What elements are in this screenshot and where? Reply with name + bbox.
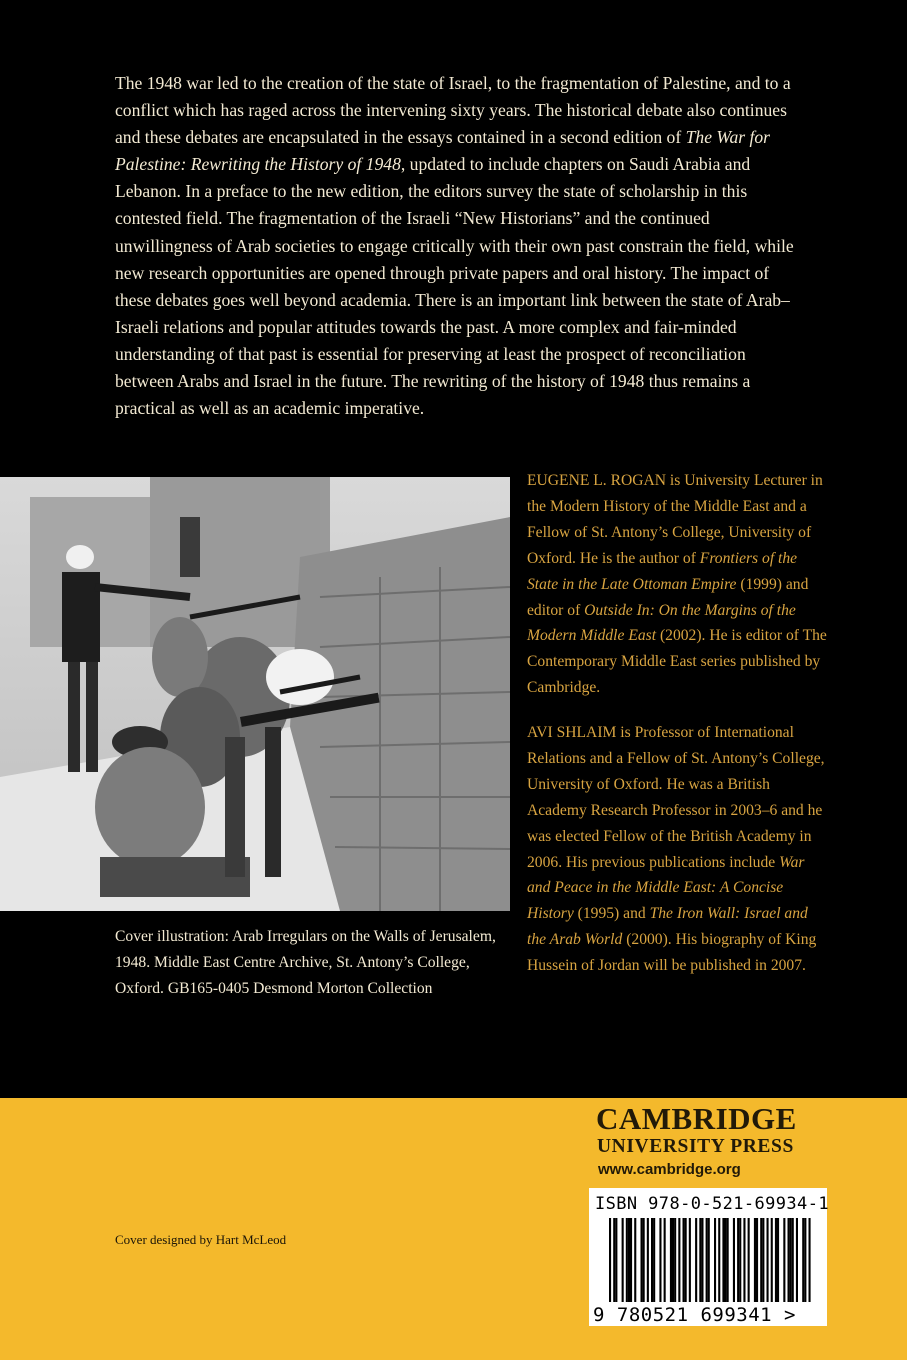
barcode-bar <box>783 1218 785 1302</box>
barcode-bar <box>664 1218 666 1302</box>
rogan-book-title-1: Frontiers of the State in the Late Ottoman Empire <box>527 549 798 593</box>
barcode-bar <box>733 1218 735 1302</box>
photo-illustration <box>0 477 510 911</box>
cover-photograph <box>0 477 510 911</box>
barcode-bar <box>756 1218 758 1302</box>
shlaim-book-title-1: War and Peace in the Middle East: A Concise History <box>527 853 805 923</box>
barcode-bar <box>714 1218 716 1302</box>
isbn-barcode <box>589 1188 827 1326</box>
publisher-website: www.cambridge.org <box>598 1161 741 1178</box>
barcode-bar <box>767 1218 769 1302</box>
barcode-bar <box>672 1218 674 1302</box>
barcode-bar <box>754 1218 756 1302</box>
author-bio-rogan <box>527 468 827 701</box>
barcode-bar <box>651 1218 653 1302</box>
rogan-book-title-2: Outside In: On the Margins of the Modern Middle East <box>527 601 796 645</box>
blurb-text-2: , updated to include chapters on Saudi Arabia and Lebanon. In a preface to the new edition, the editors survey the state of scholarship in this contested field. The fragmentation of the Israeli “New Historians” and the continued unwillingness of Arab societies to engage critically with their own past constrain the field, while new research opportunities are opened through private papers and oral history. The impact of these debates goes well beyond academia. There is an important link between the state of Arab–Israeli relations and popular attitudes towards the past. A more complex and fair-minded understanding of that past is essential for preserving at least the prospect of reconciliation between Arabs and Israel in the future. The rewriting of the history of 1948 thus remains a practical as well as an academic imperative. <box>115 154 794 419</box>
barcode-bar <box>790 1218 792 1302</box>
barcode-bar <box>622 1218 624 1302</box>
barcode-bar <box>771 1218 773 1302</box>
barcode-bar <box>647 1218 649 1302</box>
blurb-text-1: The 1948 war led to the creation of the state of Israel, to the fragmentation of Palestine, and to a conflict which has raged across the intervening sixty years. The historical debate also continues and these debates are encapsulated in the essays contained in a second edition of <box>115 73 791 148</box>
barcode-bar <box>708 1218 710 1302</box>
publisher-name: CAMBRIDGE <box>596 1101 797 1136</box>
barcode-bar <box>737 1218 739 1302</box>
barcode-bar <box>689 1218 691 1302</box>
barcode-bar <box>762 1218 764 1302</box>
rogan-bio-text-2: (1999) and editor of <box>527 575 809 619</box>
shlaim-bio-text-3: (2000). His biography of King Hussein of Jordan will be published in 2007. <box>527 931 817 975</box>
photo-caption: Cover illustration: Arab Irregulars on the Walls of Jerusalem, 1948. Middle East Centre Archive, St. Antony’s College, Oxford. GB165-0405 Desmond Morton Collection <box>115 928 496 997</box>
barcode-bar <box>788 1218 790 1302</box>
barcode-bar <box>695 1218 697 1302</box>
barcode-bar <box>653 1218 655 1302</box>
barcode-bar <box>685 1218 687 1302</box>
barcode-bar <box>743 1218 745 1302</box>
barcode-bar <box>777 1218 779 1302</box>
barcode-bar <box>802 1218 804 1302</box>
barcode-bar <box>701 1218 703 1302</box>
barcode-digits: 9 780521 699341 > <box>593 1304 796 1326</box>
barcode-bar <box>760 1218 762 1302</box>
barcode-bar <box>678 1218 680 1302</box>
barcode-bar <box>748 1218 750 1302</box>
barcode-bar <box>643 1218 645 1302</box>
barcode-bar <box>718 1218 720 1302</box>
barcode-bar <box>804 1218 806 1302</box>
barcode-bar <box>706 1218 708 1302</box>
blurb-book-title: The War for Palestine: Rewriting the History of 1948 <box>115 127 771 175</box>
shlaim-bio-text-1: AVI SHLAIM is Professor of International Relations and a Fellow of St. Antony’s College, University of Oxford. He was a British Academy Research Professor in 2003–6 and he was elected Fellow of the British Academy in 2006. His previous publications include <box>527 724 825 871</box>
barcode-bar <box>699 1218 701 1302</box>
cover-blurb <box>115 70 795 422</box>
barcode-bar <box>775 1218 777 1302</box>
isbn-label: ISBN 978-0-521-69934-1 <box>595 1194 829 1214</box>
barcode-bar <box>626 1218 628 1302</box>
barcode-bar <box>809 1218 811 1302</box>
shlaim-book-title-2: The Iron Wall: Israel and the Arab World <box>527 905 808 949</box>
barcode-bar <box>674 1218 676 1302</box>
barcode-bar <box>628 1218 630 1302</box>
barcode-bar <box>722 1218 724 1302</box>
publisher-subtitle: UNIVERSITY PRESS <box>597 1136 794 1157</box>
author-bio-shlaim <box>527 720 827 979</box>
barcode-bar <box>609 1218 611 1302</box>
barcode-bar <box>725 1218 727 1302</box>
barcode-bar <box>613 1218 615 1302</box>
barcode-bar <box>727 1218 729 1302</box>
barcode-bar <box>739 1218 741 1302</box>
rogan-bio-text-1: EUGENE L. ROGAN is University Lecturer in the Modern History of the Middle East and a Fellow of St. Antony’s College, University of Oxford. He is the author of <box>527 472 823 567</box>
barcode-bar <box>659 1218 661 1302</box>
barcode-bar <box>641 1218 643 1302</box>
barcode-bar <box>670 1218 672 1302</box>
barcode-bar <box>630 1218 632 1302</box>
barcode-bar <box>683 1218 685 1302</box>
barcode-bar <box>796 1218 798 1302</box>
barcode-bar <box>615 1218 617 1302</box>
shlaim-bio-text-2: (1995) and <box>573 905 650 923</box>
barcode-bar <box>792 1218 794 1302</box>
rogan-bio-text-3: (2002). He is editor of The Contemporary Middle East series published by Cambridge. <box>527 627 827 697</box>
barcode-bar <box>634 1218 636 1302</box>
cover-designer-credit: Cover designed by Hart McLeod <box>115 1232 287 1247</box>
